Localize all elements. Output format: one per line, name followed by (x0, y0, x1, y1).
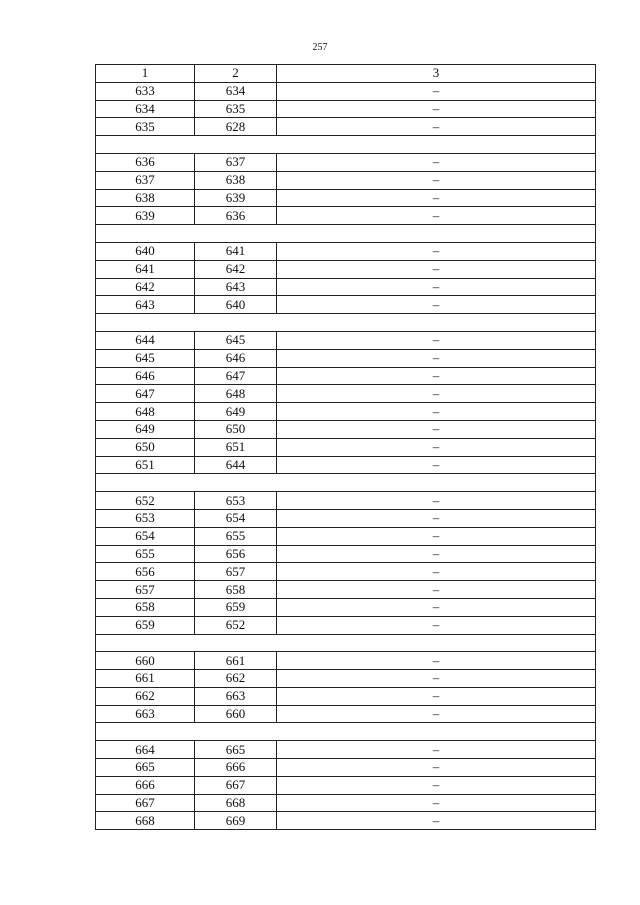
table-row (96, 527, 596, 545)
table-cell-col2: 668 (195, 794, 277, 812)
table-cell-col3: – (277, 527, 596, 545)
table-cell-col3: – (277, 563, 596, 581)
table-row (96, 100, 596, 118)
column-header: 2 (195, 65, 277, 83)
group-separator-row (96, 474, 596, 492)
table-cell-col1: 649 (96, 420, 195, 438)
table-cell-col3: – (277, 794, 596, 812)
table-row (96, 118, 596, 136)
table-cell-col3: – (277, 171, 596, 189)
table-cell-col2: 645 (195, 331, 277, 349)
table-cell-col3: – (277, 367, 596, 385)
table-cell-col1: 635 (96, 118, 195, 136)
table-cell-col1: 652 (96, 492, 195, 510)
table-cell-col2: 659 (195, 598, 277, 616)
table-cell-col3: – (277, 812, 596, 830)
table-cell-col3: – (277, 260, 596, 278)
table-cell-col2: 640 (195, 296, 277, 314)
table-row (96, 420, 596, 438)
table-row (96, 545, 596, 563)
table-row (96, 296, 596, 314)
table-cell-col3: – (277, 670, 596, 688)
table-cell-col2: 641 (195, 242, 277, 260)
group-separator-row (96, 225, 596, 243)
table-row (96, 741, 596, 759)
table-cell-col2: 634 (195, 82, 277, 100)
column-header: 1 (96, 65, 195, 83)
table-cell-col1: 634 (96, 100, 195, 118)
table-cell-col1: 644 (96, 331, 195, 349)
table-row (96, 242, 596, 260)
table-cell-col2: 657 (195, 563, 277, 581)
table-row (96, 189, 596, 207)
table-row (96, 670, 596, 688)
table-cell-col1: 664 (96, 741, 195, 759)
table-cell-col2: 666 (195, 759, 277, 777)
table-cell-col3: – (277, 759, 596, 777)
table-cell-col3: – (277, 385, 596, 403)
table-cell-col2: 658 (195, 581, 277, 599)
table-cell-col3: – (277, 705, 596, 723)
separator-cell (96, 474, 596, 492)
table-cell-col1: 651 (96, 456, 195, 474)
table-row (96, 367, 596, 385)
table-cell-col1: 656 (96, 563, 195, 581)
table-cell-col1: 650 (96, 438, 195, 456)
table-cell-col3: – (277, 349, 596, 367)
table-cell-col1: 645 (96, 349, 195, 367)
table-cell-col2: 636 (195, 207, 277, 225)
table-cell-col2: 653 (195, 492, 277, 510)
table-cell-col2: 643 (195, 278, 277, 296)
table-cell-col3: – (277, 118, 596, 136)
table-cell-col1: 659 (96, 616, 195, 634)
table-cell-col3: – (277, 598, 596, 616)
separator-cell (96, 634, 596, 652)
table-cell-col3: – (277, 492, 596, 510)
group-separator-row (96, 723, 596, 741)
table-cell-col1: 638 (96, 189, 195, 207)
table-cell-col1: 662 (96, 687, 195, 705)
table-cell-col1: 660 (96, 652, 195, 670)
table-cell-col3: – (277, 403, 596, 421)
table-cell-col1: 665 (96, 759, 195, 777)
table-cell-col2: 656 (195, 545, 277, 563)
table-row (96, 438, 596, 456)
page-number: 257 (312, 42, 328, 53)
table-cell-col3: – (277, 776, 596, 794)
table-row (96, 616, 596, 634)
table-cell-col1: 668 (96, 812, 195, 830)
table-cell-col3: – (277, 207, 596, 225)
table-cell-col2: 647 (195, 367, 277, 385)
table-cell-col3: – (277, 278, 596, 296)
table-cell-col2: 646 (195, 349, 277, 367)
separator-cell (96, 314, 596, 332)
table-row (96, 509, 596, 527)
table-row (96, 82, 596, 100)
table-cell-col2: 669 (195, 812, 277, 830)
table-cell-col1: 643 (96, 296, 195, 314)
table-cell-col2: 655 (195, 527, 277, 545)
table-cell-col3: – (277, 242, 596, 260)
table-cell-col2: 652 (195, 616, 277, 634)
table-cell-col3: – (277, 153, 596, 171)
table-cell-col1: 641 (96, 260, 195, 278)
table-cell-col1: 653 (96, 509, 195, 527)
table-cell-col3: – (277, 420, 596, 438)
table-cell-col1: 647 (96, 385, 195, 403)
table-cell-col3: – (277, 509, 596, 527)
table-cell-col2: 628 (195, 118, 277, 136)
column-header: 3 (277, 65, 596, 83)
table-cell-col1: 642 (96, 278, 195, 296)
table-row (96, 794, 596, 812)
table-cell-col2: 638 (195, 171, 277, 189)
table-cell-col1: 637 (96, 171, 195, 189)
table-row (96, 278, 596, 296)
table-cell-col3: – (277, 545, 596, 563)
table-cell-col3: – (277, 331, 596, 349)
table-cell-col1: 666 (96, 776, 195, 794)
table-cell-col1: 646 (96, 367, 195, 385)
table-cell-col1: 654 (96, 527, 195, 545)
table-row (96, 652, 596, 670)
header-row (96, 65, 596, 83)
table-row (96, 492, 596, 510)
separator-cell (96, 136, 596, 154)
separator-cell (96, 225, 596, 243)
table-row (96, 171, 596, 189)
table-cell-col3: – (277, 438, 596, 456)
table-cell-col2: 644 (195, 456, 277, 474)
table-cell-col3: – (277, 652, 596, 670)
table-row (96, 349, 596, 367)
table-cell-col2: 650 (195, 420, 277, 438)
table-cell-col3: – (277, 82, 596, 100)
table-cell-col1: 648 (96, 403, 195, 421)
table-cell-col3: – (277, 100, 596, 118)
table-row (96, 153, 596, 171)
table-cell-col1: 657 (96, 581, 195, 599)
table-row (96, 687, 596, 705)
table-cell-col1: 661 (96, 670, 195, 688)
table-cell-col1: 633 (96, 82, 195, 100)
table-cell-col2: 665 (195, 741, 277, 759)
table-cell-col3: – (277, 687, 596, 705)
table-cell-col2: 660 (195, 705, 277, 723)
table-row (96, 598, 596, 616)
table-cell-col2: 662 (195, 670, 277, 688)
table-cell-col2: 661 (195, 652, 277, 670)
data-table (95, 64, 596, 830)
table-row (96, 331, 596, 349)
table-row (96, 260, 596, 278)
table-cell-col1: 639 (96, 207, 195, 225)
table-cell-col1: 663 (96, 705, 195, 723)
table-row (96, 403, 596, 421)
table-row (96, 456, 596, 474)
table-cell-col2: 639 (195, 189, 277, 207)
table-cell-col1: 658 (96, 598, 195, 616)
table-row (96, 207, 596, 225)
table-body (96, 82, 596, 829)
table-cell-col3: – (277, 616, 596, 634)
separator-cell (96, 723, 596, 741)
table-cell-col3: – (277, 741, 596, 759)
table-cell-col3: – (277, 296, 596, 314)
table-cell-col2: 649 (195, 403, 277, 421)
table-cell-col1: 655 (96, 545, 195, 563)
table-cell-col1: 636 (96, 153, 195, 171)
table-cell-col3: – (277, 581, 596, 599)
table-row (96, 385, 596, 403)
group-separator-row (96, 136, 596, 154)
table-row (96, 759, 596, 777)
group-separator-row (96, 634, 596, 652)
table-row (96, 776, 596, 794)
table-cell-col2: 635 (195, 100, 277, 118)
group-separator-row (96, 314, 596, 332)
table-cell-col2: 651 (195, 438, 277, 456)
table-cell-col2: 642 (195, 260, 277, 278)
table-row (96, 563, 596, 581)
table-cell-col2: 648 (195, 385, 277, 403)
table-row (96, 705, 596, 723)
table-cell-col2: 667 (195, 776, 277, 794)
table-cell-col2: 654 (195, 509, 277, 527)
table-cell-col2: 637 (195, 153, 277, 171)
table-cell-col1: 667 (96, 794, 195, 812)
table-cell-col3: – (277, 456, 596, 474)
table-cell-col1: 640 (96, 242, 195, 260)
table-row (96, 812, 596, 830)
table-cell-col2: 663 (195, 687, 277, 705)
table-cell-col3: – (277, 189, 596, 207)
table-row (96, 581, 596, 599)
